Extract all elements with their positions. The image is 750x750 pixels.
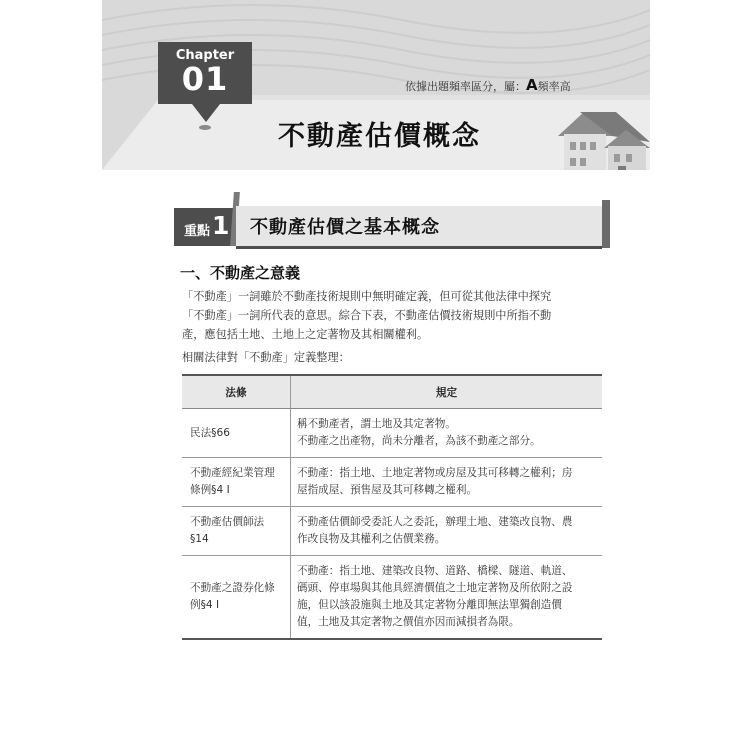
rule-line: 不動產：指土地、建築改良物、道路、橋樑、隧道、軌道、 — [297, 565, 573, 577]
frequency-suffix: 頻率高 — [537, 80, 571, 93]
rule-cell — [291, 409, 603, 458]
key-point-title: 不動產估價之基本概念 — [250, 217, 440, 238]
law-cell: 不動產經紀業管理條例§4 I — [182, 458, 291, 507]
key-point-number: 1 — [212, 211, 230, 240]
rule-line: 不動產之出產物，尚未分離者，為該不動產之部分。 — [297, 435, 541, 447]
rule-line: 值，土地及其定著物之價值亦因而減損者為限。 — [297, 616, 520, 628]
header-rule: 規定 — [291, 375, 603, 409]
book-page — [102, 0, 650, 750]
houses-illustration — [554, 108, 650, 170]
rule-cell — [291, 556, 603, 640]
table-row — [182, 556, 602, 640]
paragraph-line: 「不動產」一詞雖於不動產技術規則中無明確定義，但可從其他法律中探究 — [182, 290, 552, 303]
chapter-tag-pointer — [192, 104, 220, 122]
chapter-title: 不動產估價概念 — [278, 121, 481, 152]
table-row — [182, 458, 602, 507]
paragraph-line: 產，應包括土地、土地上之定著物及其相關權利。 — [182, 328, 429, 341]
rule-line: 施，但以該設施與土地及其定著物分離即無法單獨創造價 — [297, 599, 562, 611]
rule-line: 不動產：指土地、土地定著物或房屋及其可移轉之權利；房 — [297, 467, 573, 479]
rule-line: 稱不動產者，謂土地及其定著物。 — [297, 418, 456, 430]
table-row — [182, 507, 602, 556]
section-heading: 一、不動產之意義 — [180, 264, 301, 282]
table-row — [182, 409, 602, 458]
rule-cell — [291, 507, 603, 556]
rule-cell — [291, 458, 603, 507]
frequency-grade: A — [526, 76, 538, 94]
chapter-word: Chapter — [175, 48, 235, 63]
header-law: 法條 — [182, 375, 291, 409]
key-point-end-cap — [602, 200, 610, 248]
key-point-label: 重點 — [184, 224, 211, 239]
table-header-row — [182, 375, 602, 409]
law-cell: 不動產之證券化條例§4 I — [182, 556, 291, 640]
rule-line: 不動產估價師受委託人之委託，辦理土地、建築改良物、農 — [297, 516, 573, 528]
key-point-badge — [174, 208, 236, 246]
key-point-banner — [174, 192, 610, 248]
chapter-tag-pin — [199, 125, 211, 130]
definition-table — [182, 374, 602, 640]
paragraph-line: 「不動產」一詞所代表的意思。綜合下表，不動產估價技術規則中所指不動 — [182, 309, 552, 322]
table-lead-text: 相關法律對「不動產」定義整理： — [182, 351, 350, 364]
key-point-bar — [236, 206, 602, 249]
rule-line: 屋指成屋、預售屋及其可移轉之權利。 — [297, 484, 478, 496]
chapter-header — [102, 0, 650, 170]
law-cell: 民法§66 — [182, 409, 291, 458]
law-cell: 不動產估價師法§14 — [182, 507, 291, 556]
frequency-note — [405, 76, 571, 94]
chapter-tag — [158, 42, 252, 104]
rule-line: 碼頭、停車場與其他具經濟價值之土地定著物及所依附之設 — [297, 582, 573, 594]
section-paragraph — [182, 287, 608, 344]
chapter-number: 01 — [181, 60, 229, 98]
frequency-prefix: 依據出題頻率區分，屬： — [405, 80, 526, 93]
rule-line: 作改良物及其權利之估價業務。 — [297, 533, 446, 545]
